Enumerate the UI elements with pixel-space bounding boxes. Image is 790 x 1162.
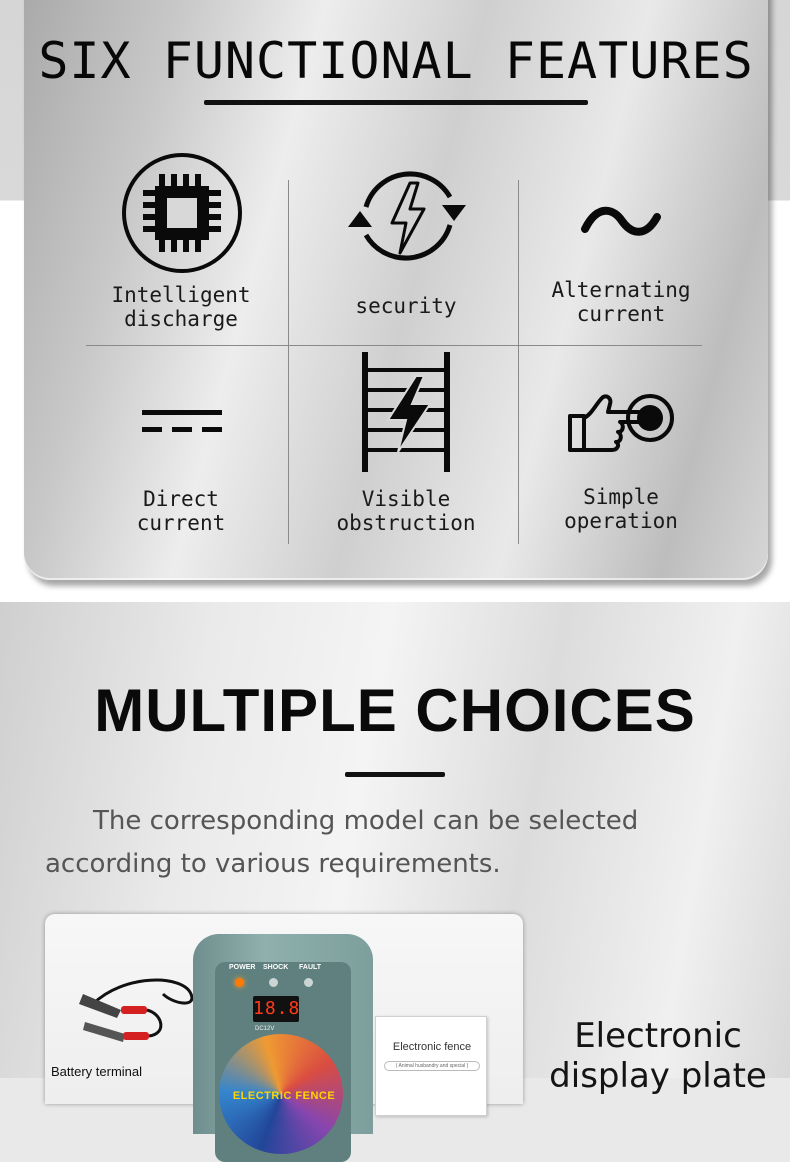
- digital-display: 18.8: [253, 996, 299, 1022]
- press-button-hand-icon: [566, 392, 678, 454]
- led-label-power: POWER: [229, 964, 256, 971]
- fence-lightning-icon: [358, 350, 454, 474]
- feature-label-4: [81, 487, 281, 535]
- power-led: [235, 978, 244, 987]
- grid-divider-h: [86, 345, 702, 346]
- fault-led: [304, 978, 313, 987]
- led-label-shock: SHOCK: [263, 964, 289, 971]
- device-brand-text: ELECTRIC FENCE: [232, 1090, 336, 1102]
- chip-icon: [121, 152, 243, 274]
- product-info-card: [375, 1016, 487, 1116]
- display-plate-title: Electronic display plate: [549, 1016, 767, 1096]
- dc-symbol-icon: [141, 408, 225, 436]
- product-photo: [45, 914, 523, 1104]
- feature-1-line2: discharge: [124, 307, 238, 331]
- grid-divider-v1: [288, 180, 289, 544]
- choices-title: MULTIPLE CHOICES: [94, 677, 696, 744]
- choices-section: [0, 602, 790, 1102]
- feature-5-line1: Visible: [361, 487, 451, 511]
- feature-3-line1: Alternating: [551, 278, 691, 302]
- feature-6-line1: Simple: [583, 485, 659, 509]
- feature-label-1: [81, 283, 281, 331]
- info-card-title: Electronic fence: [392, 1041, 472, 1053]
- led-label-fault: FAULT: [299, 964, 322, 971]
- feature-5-line2: obstruction: [336, 511, 476, 535]
- feature-label-3: [521, 278, 721, 326]
- title-underline: [204, 100, 588, 105]
- feature-6-line2: operation: [564, 509, 678, 533]
- tilde-wave-icon: [580, 205, 662, 239]
- feature-label-5: [306, 487, 506, 535]
- choices-description: The corresponding model can be selected according to various requirements.: [45, 806, 639, 879]
- battery-clamps-image: [63, 964, 203, 1074]
- info-card-subtitle: ( Animal husbandry and special ): [384, 1061, 480, 1071]
- shock-led: [269, 978, 278, 987]
- feature-2-line1: security: [355, 294, 457, 318]
- lightning-cycle-icon: [346, 157, 470, 275]
- feature-label-6: [521, 485, 721, 533]
- feature-1-line1: Intelligent: [111, 283, 251, 307]
- battery-terminal-label: Battery terminal: [51, 1064, 143, 1079]
- feature-3-line2: current: [576, 302, 666, 326]
- grid-divider-v2: [518, 180, 519, 544]
- feature-4-line2: current: [136, 511, 226, 535]
- choices-title-underline: [345, 772, 445, 777]
- voltage-label: DC12V: [255, 1026, 275, 1032]
- feature-4-line1: Direct: [143, 487, 219, 511]
- feature-label-2: [306, 294, 506, 318]
- electric-fence-device: [193, 934, 373, 1134]
- features-title: SIX FUNCTIONAL FEATURES: [38, 32, 754, 90]
